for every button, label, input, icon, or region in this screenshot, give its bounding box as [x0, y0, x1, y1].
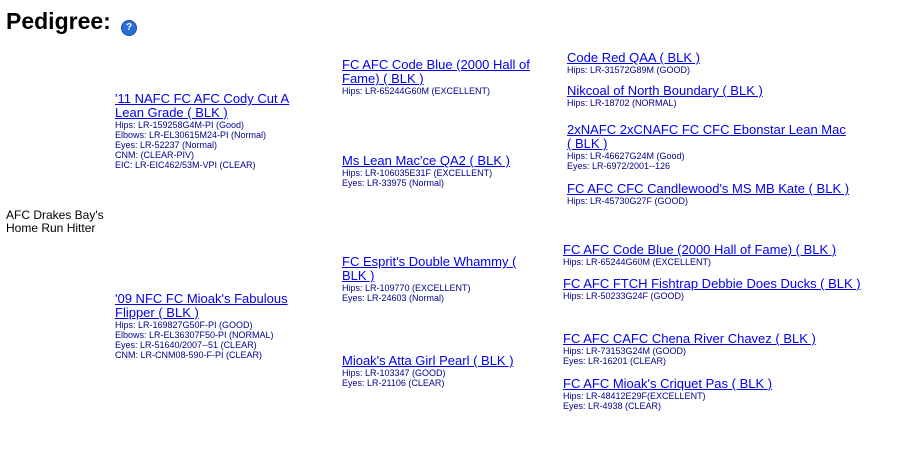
help-question-icon[interactable]: ?	[121, 20, 137, 36]
ggp-4: FC AFC CFC Candlewood's MS MB Kate ( BLK ) Hips: LR-45730G27F (GOOD)	[567, 182, 852, 206]
sire	[115, 92, 315, 170]
dam-link[interactable]: '09 NFC FC Mioak's Fabulous Flipper ( BLK )	[115, 291, 288, 320]
sire-link[interactable]: '11 NAFC FC AFC Cody Cut A Lean Grade ( BLK )	[115, 91, 290, 120]
ggp-4-link[interactable]: FC AFC CFC Candlewood's MS MB Kate ( BLK )	[567, 181, 850, 196]
ggp-8-link[interactable]: FC AFC Mioak's Criquet Pas ( BLK )	[563, 376, 773, 391]
ggp-1: Code Red QAA ( BLK ) Hips: LR-31572G89M (GOOD)	[567, 51, 887, 75]
sire-sire-link[interactable]: FC AFC Code Blue (2000 Hall of Fame) ( BLK )	[342, 57, 530, 86]
ggp-5: FC AFC Code Blue (2000 Hall of Fame) ( BLK ) Hips: LR-65244G60M (EXCELLENT)	[563, 243, 893, 267]
dam-sire-link[interactable]: FC Esprit's Double Whammy ( BLK )	[342, 254, 517, 283]
ggp-2: Nikcoal of North Boundary ( BLK ) Hips: LR-18702 (NORMAL)	[567, 84, 887, 108]
sire-info: Hips: LR-159258G4M-PI (Good) Elbows: LR-EL30615M24-PI (Normal) Eyes: LR-52237 (Normal) CNM: (CLEAR-PIV) EIC: LR-EIC462/53M-VPI (CLEAR)	[115, 120, 267, 170]
dam-info: Hips: LR-169827G50F-PI (GOOD) Elbows: LR-EL36307F50-PI (NORMAL) Eyes: LR-51640/2007--51 (CLEAR) CNM: LR-CNM08-590-F-PI (CLEAR)	[115, 320, 274, 360]
dam	[115, 292, 315, 360]
page-title: Pedigree:	[6, 8, 111, 34]
ggp-7: FC AFC CAFC Chena River Chavez ( BLK ) Hips: LR-73153G24M (GOOD) Eyes: LR-16201 (CLEAR)	[563, 332, 893, 366]
ggp-5-link[interactable]: FC AFC Code Blue (2000 Hall of Fame) ( BLK )	[563, 242, 837, 257]
dam-dam: Mioak's Atta Girl Pearl ( BLK ) Hips: LR-103347 (GOOD) Eyes: LR-21106 (CLEAR)	[342, 354, 557, 388]
ggp-7-link[interactable]: FC AFC CAFC Chena River Chavez ( BLK )	[563, 331, 816, 346]
ggp-6: FC AFC FTCH Fishtrap Debbie Does Ducks ( BLK ) Hips: LR-50233G24F (GOOD)	[563, 277, 863, 301]
ggp-3-link[interactable]: 2xNAFC 2xCNAFC FC CFC Ebonstar Lean Mac ( BLK )	[567, 122, 846, 151]
ggp-2-link[interactable]: Nikcoal of North Boundary ( BLK )	[567, 83, 763, 98]
ggp-8: FC AFC Mioak's Criquet Pas ( BLK ) Hips: LR-48412E29F(EXCELLENT) Eyes: LR-4938 (CLEAR)	[563, 377, 893, 411]
sire-dam-link[interactable]: Ms Lean Mac'ce QA2 ( BLK )	[342, 153, 510, 168]
ggp-1-link[interactable]: Code Red QAA ( BLK )	[567, 50, 700, 65]
ggp-3: 2xNAFC 2xCNAFC FC CFC Ebonstar Lean Mac ( BLK ) Hips: LR-46627G24M (Good) Eyes: LR-6972/2001--126	[567, 123, 852, 171]
dam-dam-link[interactable]: Mioak's Atta Girl Pearl ( BLK )	[342, 353, 514, 368]
sire-dam: Ms Lean Mac'ce QA2 ( BLK ) Hips: LR-106035E31F (EXCELLENT) Eyes: LR-33975 (Normal)	[342, 154, 557, 188]
ggp-6-link[interactable]: FC AFC FTCH Fishtrap Debbie Does Ducks ( BLK )	[563, 276, 861, 291]
sire-sire: FC AFC Code Blue (2000 Hall of Fame) ( BLK ) Hips: LR-65244G60M (EXCELLENT)	[342, 58, 557, 96]
subject-dog-name: AFC Drakes Bay's Home Run Hitter	[6, 208, 104, 235]
dam-sire: FC Esprit's Double Whammy ( BLK ) Hips: LR-109770 (EXCELLENT) Eyes: LR-24603 (Normal)	[342, 255, 542, 303]
